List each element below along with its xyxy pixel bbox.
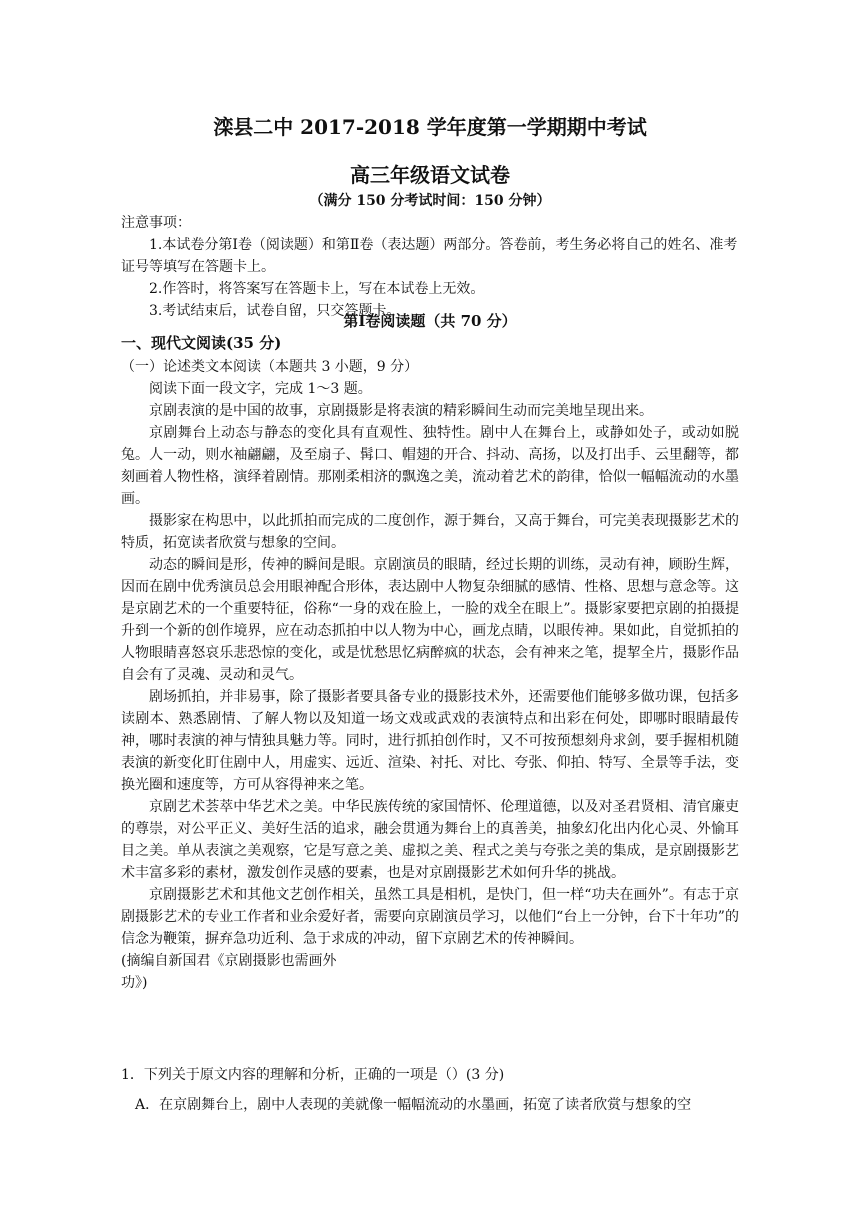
note-item-3: 3.考试结束后，试卷自留，只交答题卡。 <box>149 303 401 319</box>
part1-title: 第Ⅰ卷阅读题（共 70 分） <box>343 312 517 330</box>
paragraph: 京剧表演的是中国的故事，京剧摄影是将表演的精彩瞬间生动而完美地呈现出来。 <box>149 403 653 419</box>
note-item-2: 2.作答时，将答案写在答题卡上，写在本试卷上无效。 <box>149 281 485 297</box>
question-1-stem: 1．下列关于原文内容的理解和分析，正确的一项是（）(3 分) <box>121 1067 505 1083</box>
paragraph: 京剧摄影艺术和其他文艺创作相关，虽然工具是相机，是快门，但一样“功夫在画外”。有志于京剧摄影艺术的专业工作者和业余爱好者，需要向京剧演员学习，以他们“台上一分钟，台下十年功”的信念为鞭策，摒弃急功近利、急于求成的冲动，留下京剧艺术的传神瞬间。 <box>121 887 739 947</box>
source-citation: (摘编自新国君《京剧摄影也需画外 <box>121 953 337 969</box>
paragraph: 京剧艺术荟萃中华艺术之美。中华民族传统的家国情怀、伦理道德，以及对圣君贤相、清官廉吏的尊崇，对公平正义、美好生活的追求，融会贯通为舞台上的真善美，抽象幻化出内化心灵、外愉耳目之美。单从表演之美观察，它是写意之美、虚拟之美、程式之美与夸张之美的集成，是京剧摄影艺术丰富多彩的素材，激发创作灵感的要素，也是对京剧摄影艺术如何升华的挑战。 <box>121 799 739 881</box>
score-time: （满分 150 分考试时间：150 分钟） <box>309 193 551 209</box>
paragraph: 摄影家在构思中，以此抓拍而完成的二度创作，源于舞台，又高于舞台，可完美表现摄影艺术的特质，拓宽读者欣赏与想象的空间。 <box>121 513 739 551</box>
reading-passage <box>121 356 739 994</box>
question-1-option-a: A．在京剧舞台上，剧中人表现的美就像一幅幅流动的水墨画，拓宽了读者欣赏与想象的空 <box>135 1097 692 1113</box>
paragraph: 剧场抓拍，并非易事，除了摄影者要具备专业的摄影技术外，还需要他们能够多做功课，包括多读剧本、熟悉剧情、了解人物以及知道一场文戏或武戏的表演特点和出彩在何处，即哪时眼睛最传神，哪时表演的神与情独具魅力等。同时，进行抓拍创作时，又不可按预想刻舟求剑，要手握相机随表演的新变化盯住剧中人，用虚实、远近、渲染、衬托、对比、夸张、仰拍、特写、全景等手法，变换光圈和速度等，方可从容得神来之笔。 <box>121 689 739 793</box>
subsection-title: （一）论述类文本阅读（本题共 3 小题，9 分） <box>121 359 419 375</box>
notes-label: 注意事项： <box>121 215 191 231</box>
source-citation-end: 功》) <box>121 975 148 991</box>
instruction: 阅读下面一段文字，完成 1～3 题。 <box>149 381 372 397</box>
paragraph: 京剧舞台上动态与静态的变化具有直观性、独特性。剧中人在舞台上，或静如处子，或动如脱兔。人一动，则水袖翩翩，及至扇子、髯口、帽翅的开合、抖动、高扬，以及打出手、云里翻等，都刻画着人物性格，演绎着剧情。那刚柔相济的飘逸之美，流动着艺术的韵律，恰似一幅幅流动的水墨画。 <box>121 425 739 507</box>
section-title: 一、现代文阅读(35 分) <box>121 334 282 352</box>
paragraph: 动态的瞬间是形，传神的瞬间是眼。京剧演员的眼睛，经过长期的训练，灵动有神，顾盼生辉，因而在剧中优秀演员总会用眼神配合形体，表达剧中人物复杂细腻的感情、性格、思想与意念等。这是京剧艺术的一个重要特征，俗称“一身的戏在脸上，一脸的戏全在眼上”。摄影家要把京剧的拍摄提升到一个新的创作境界，应在动态抓拍中以人物为中心，画龙点睛，以眼传神。果如此，自觉抓拍的人物眼睛喜怒哀乐悲恐惊的变化，或是忧愁思忆病醉疯的状态，会有神来之笔，提挈全片，摄影作品自会有了灵魂、灵动和灵气。 <box>121 557 739 683</box>
exam-subtitle: 高三年级语文试卷 <box>350 163 510 187</box>
note-item-1: 1.本试卷分第Ⅰ卷（阅读题）和第Ⅱ卷（表达题）两部分。答卷前，考生务必将自己的姓名、准考证号等填写在答题卡上。 <box>121 237 738 275</box>
notes-block <box>121 212 739 322</box>
exam-title: 滦县二中 2017-2018 学年度第一学期期中考试 <box>213 115 647 139</box>
